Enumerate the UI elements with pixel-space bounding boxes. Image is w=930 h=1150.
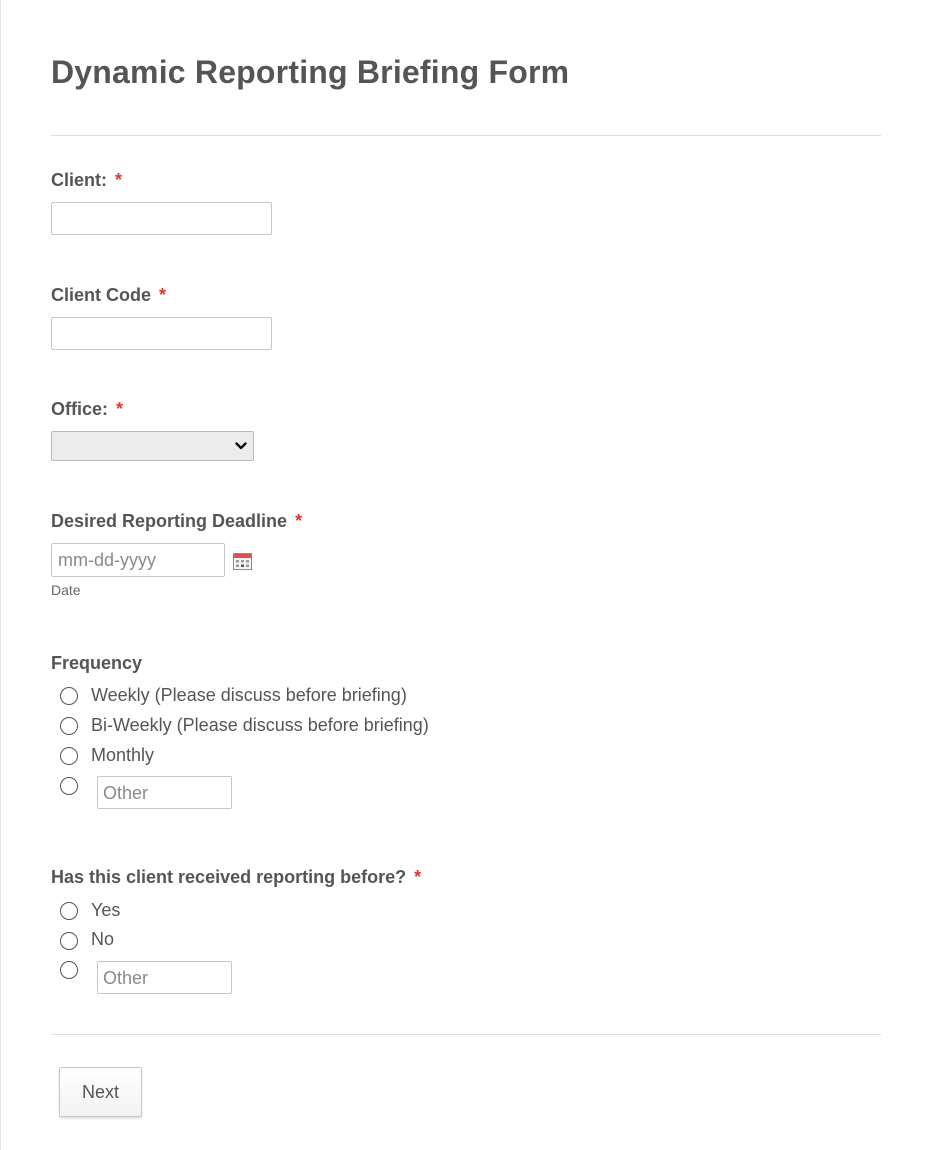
received-before-option-label[interactable]: Yes: [91, 900, 121, 920]
frequency-radio-bi-weekly[interactable]: [60, 717, 78, 735]
office-label: [51, 399, 123, 420]
frequency-radio-weekly[interactable]: [60, 687, 78, 705]
office-select[interactable]: [51, 431, 254, 461]
client-code-label-text: Client Code: [51, 285, 152, 305]
frequency-other-input[interactable]: [97, 776, 232, 809]
frequency-radio-monthly[interactable]: [60, 747, 78, 765]
frequency-option-label[interactable]: Weekly (Please discuss before briefing): [91, 685, 407, 705]
client-input[interactable]: [51, 202, 272, 235]
form-title: Dynamic Reporting Briefing Form: [51, 54, 570, 90]
required-marker: *: [159, 285, 167, 305]
office-label-text: Office:: [51, 399, 109, 419]
frequency-option-label[interactable]: Monthly: [91, 745, 155, 765]
deadline-sublabel: Date: [51, 582, 81, 598]
received-before-label: [51, 867, 421, 888]
frequency-option-label[interactable]: Bi-Weekly (Please discuss before briefing): [91, 715, 429, 735]
client-code-input[interactable]: [51, 317, 272, 350]
frequency-radio-other[interactable]: [60, 777, 78, 795]
received-before-radio-no[interactable]: [60, 932, 78, 950]
deadline-label: [51, 511, 302, 532]
required-marker: *: [116, 399, 124, 419]
deadline-date-input[interactable]: [51, 543, 225, 577]
received-before-label-text: Has this client received reporting before?: [51, 867, 407, 887]
header-divider: [51, 135, 881, 136]
client-label: [51, 170, 122, 191]
client-code-label: [51, 285, 166, 306]
required-marker: *: [295, 511, 303, 531]
received-before-radio-yes[interactable]: [60, 902, 78, 920]
frequency-label: [51, 653, 142, 674]
calendar-icon[interactable]: [233, 552, 252, 570]
footer-divider: [51, 1034, 881, 1035]
received-before-other-input[interactable]: [97, 961, 232, 994]
next-button[interactable]: Next: [59, 1067, 142, 1117]
chevron-down-icon: [235, 440, 247, 452]
received-before-radio-other[interactable]: [60, 961, 78, 979]
client-label-text: Client:: [51, 170, 107, 190]
required-marker: *: [115, 170, 123, 190]
received-before-option-label[interactable]: No: [91, 929, 115, 949]
frequency-label-text: Frequency: [51, 653, 143, 673]
deadline-label-text: Desired Reporting Deadline: [51, 511, 288, 531]
required-marker: *: [414, 867, 422, 887]
